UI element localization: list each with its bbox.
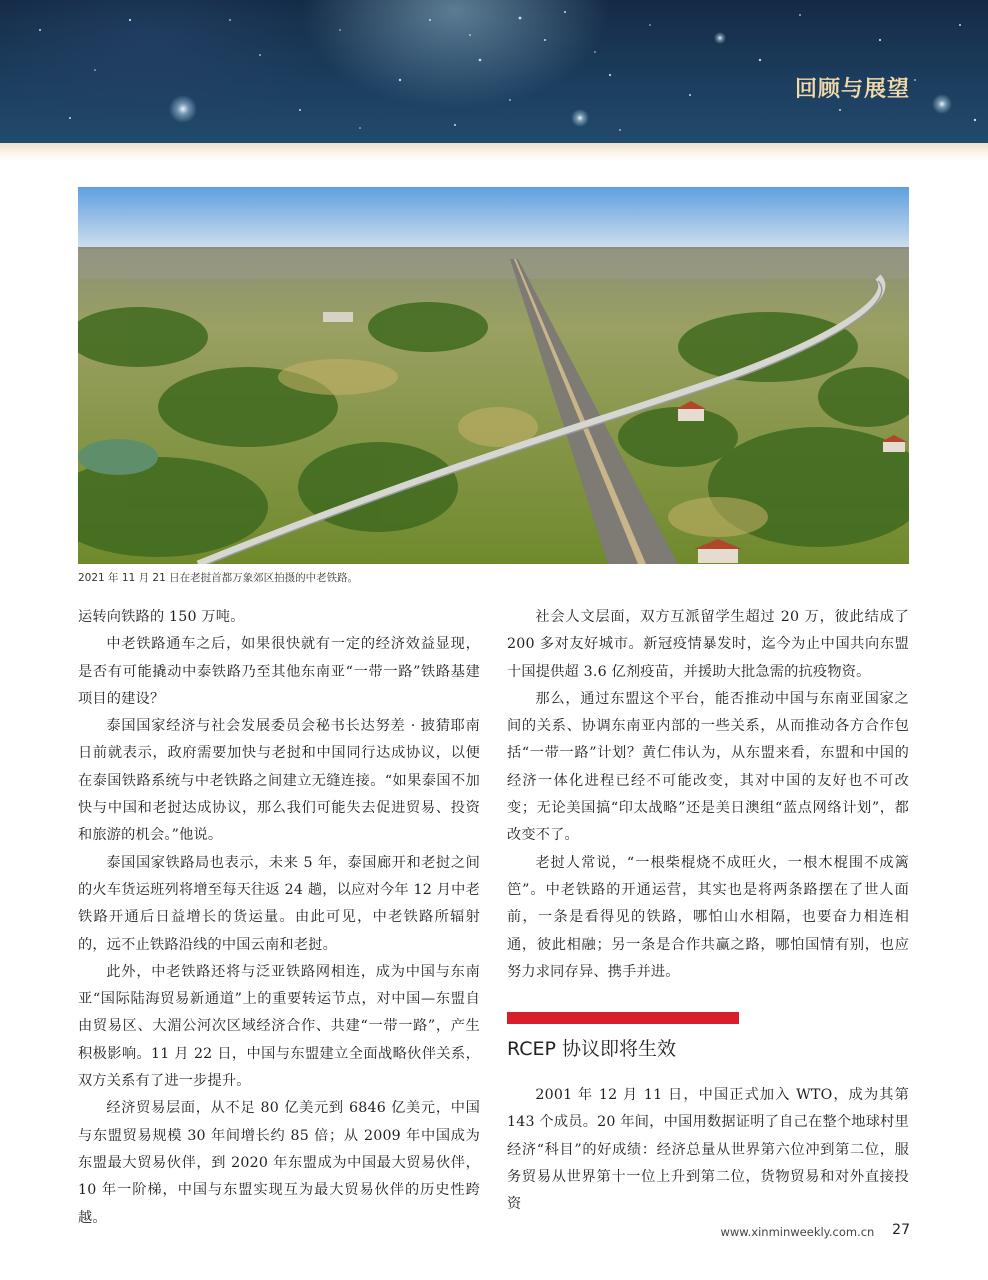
paragraph: 2001 年 12 月 11 日，中国正式加入 WTO，成为其第 143 个成员。20 年间，中国用数据证明了自己在整个地球村里经济“科目”的好成绩：经济总量从世界第六位冲到第二位，服务贸易从世界第十一位上升到第二位，货物贸易和对外直接投资 — [507, 1087, 909, 1213]
rcep-section-heading: RCEP 协议即将生效 — [507, 1038, 677, 1060]
rcep-section-body — [507, 1082, 909, 1218]
paragraph: 老挝人常说，“一根柴棍烧不成旺火，一根木棍围不成篱笆”。中老铁路的开通运营，其实也是将两条路摆在了世人面前，一条是看得见的铁路，哪怕山水相隔，也要奋力相连相通，彼此相融；另一条是合作共赢之路，哪怕国情有别，也应努力求同存异、携手并进。 — [507, 854, 909, 980]
header-banner — [0, 0, 988, 143]
header-fade-strip — [0, 143, 988, 161]
paragraph: 那么，通过东盟这个平台，能否推动中国与东南亚国家之间的关系、协调东南亚内部的一些关系，从而推动各方合作包括“一带一路”计划？黄仁伟认为，从东盟来看，东盟和中国的经济一体化进程已经不可能改变，其对中国的友好也不可改变；无论美国搞“印太战略”还是美日澳组“蓝点网络计划”，都改变不了。 — [507, 690, 909, 844]
section-accent-bar — [507, 1012, 739, 1024]
left-column — [78, 604, 480, 1232]
website-url: www.xinminweekly.com.cn — [720, 1225, 875, 1239]
page-number: 27 — [892, 1222, 910, 1238]
section-title: 回顾与展望 — [794, 76, 910, 102]
paragraph: 泰国国家经济与社会发展委员会秘书长达努差 · 披猜耶南日前就表示，政府需要加快与老挝和中国同行达成协议，以便在泰国铁路系统与中老铁路之间建立无缝连接。“如果泰国不加快与中国和老挝达成协议，那么我们可能失去促进贸易、投资和旅游的机会。”他说。 — [78, 718, 480, 844]
paragraph: 泰国国家铁路局也表示，未来 5 年，泰国廊开和老挝之间的火车货运班列将增至每天往返 24 趟，以应对今年 12 月中老铁路开通后日益增长的货运量。由此可见，中老铁路所辐射的，远不止铁路沿线的中国云南和老挝。 — [78, 854, 480, 953]
right-column — [507, 604, 909, 986]
footer-website — [720, 1225, 908, 1239]
paragraph: 经济贸易层面，从不足 80 亿美元到 6846 亿美元，中国与东盟贸易规模 30 年间增长约 85 倍；从 2009 年中国成为东盟最大贸易伙伴，到 2020 年东盟成为中国最大贸易伙伴，10 年一阶梯，中国与东盟实现互为最大贸易伙伴的历史性跨越。 — [78, 1100, 480, 1226]
railway-aerial-photo — [78, 187, 909, 564]
paragraph: 此外，中老铁路还将与泛亚铁路网相连，成为中国与东南亚“国际陆海贸易新通道”上的重要转运节点，对中国—东盟自由贸易区、大湄公河次区域经济合作、共建“一带一路”，产生积极影响。11 月 22 日，中国与东盟建立全面战略伙伴关系，双方关系有了进一步提升。 — [78, 963, 480, 1090]
railway-aerial-illustration — [78, 187, 909, 564]
paragraph: 运转向铁路的 150 万吨。 — [78, 609, 245, 625]
paragraph: 社会人文层面，双方互派留学生超过 20 万，彼此结成了 200 多对友好城市。新冠疫情暴发时，迄今为止中国共向东盟十国提供超 3.6 亿剂疫苗，并援助大批急需的抗疫物资。 — [507, 609, 909, 680]
paragraph: 中老铁路通车之后，如果很快就有一定的经济效益显现，是否有可能撬动中泰铁路乃至其他东南亚“一带一路”铁路基建项目的建设？ — [78, 636, 480, 707]
photo-caption: 2021 年 11 月 21 日在老挝首都万象郊区拍摄的中老铁路。 — [78, 572, 359, 584]
